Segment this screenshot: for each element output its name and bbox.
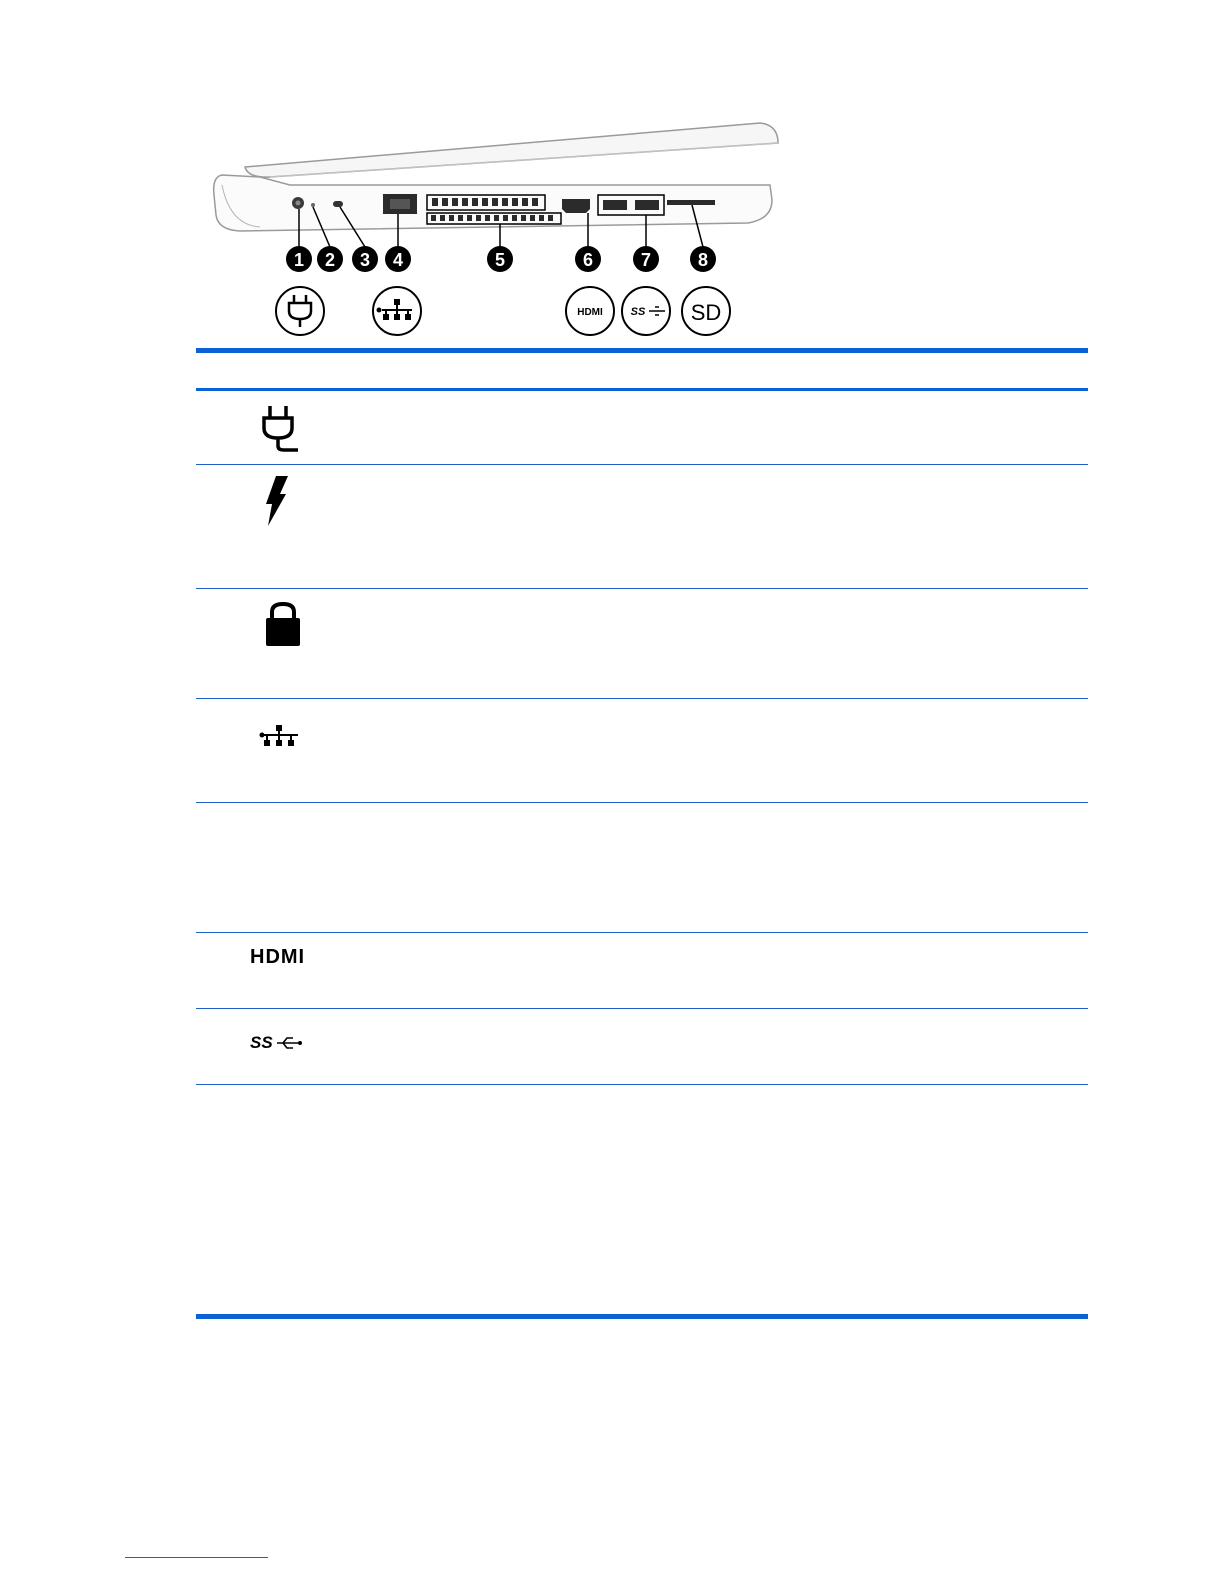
usb3-symbol [622, 287, 670, 335]
vent-slot [530, 215, 535, 221]
usb-ss-text: SS [250, 1033, 273, 1052]
vent-slot [440, 215, 445, 221]
vent-slot [539, 215, 544, 221]
vent-slot [502, 198, 508, 206]
power-symbol [276, 287, 324, 335]
laptop-lid [245, 123, 778, 177]
row-divider [196, 802, 1088, 803]
vent-slot [485, 215, 490, 221]
callout-number: 1 [293, 250, 305, 270]
lightning-bolt-icon [250, 474, 310, 530]
svg-text:HDMI: HDMI [577, 307, 603, 318]
hdmi-icon: HDMI [250, 946, 306, 968]
vent-slot [449, 215, 454, 221]
row-divider [196, 464, 1088, 465]
vent-slot [462, 198, 468, 206]
vent-slot [472, 198, 478, 206]
vent-slot [512, 198, 518, 206]
hdmi-symbol [566, 287, 614, 335]
vent-slot [482, 198, 488, 206]
callout-number: 6 [582, 250, 594, 270]
sd-card-slot [667, 200, 715, 205]
callout-number: 3 [359, 250, 371, 270]
laptop-left-side-illustration [200, 115, 780, 340]
usb-trident-icon [275, 1034, 303, 1052]
vent-slot [521, 215, 526, 221]
vent-slot [432, 198, 438, 206]
ac-adapter-light-port [311, 203, 315, 207]
network-jack-icon [250, 722, 320, 752]
table-bottom-rule [196, 1314, 1088, 1319]
row-divider [196, 588, 1088, 589]
network-symbol [373, 287, 421, 335]
vent-slot [548, 215, 553, 221]
callout-number: 7 [640, 250, 652, 270]
vent-slot [532, 198, 538, 206]
vent-slot [458, 215, 463, 221]
callout-number: 4 [392, 250, 404, 270]
padlock-icon [250, 600, 310, 650]
usb-port-2 [635, 200, 659, 210]
svg-text:SD: SD [690, 300, 722, 325]
vent-slot [452, 198, 458, 206]
table-header-rule [196, 388, 1088, 391]
table-top-rule [196, 348, 1088, 353]
callout-number: 2 [324, 250, 336, 270]
vent-slot [442, 198, 448, 206]
vent-slot [522, 198, 528, 206]
vent-slot [431, 215, 436, 221]
vent-slot [494, 215, 499, 221]
security-cable-slot [333, 201, 343, 207]
row-divider [196, 698, 1088, 699]
footnote-separator [125, 1557, 268, 1558]
hdmi-port-shape [562, 199, 590, 213]
row-divider [196, 1008, 1088, 1009]
power-plug-icon [250, 402, 310, 454]
usb-superspeed-icon [250, 1033, 303, 1053]
vent-slot [476, 215, 481, 221]
callout-number: 5 [494, 250, 506, 270]
vent-slot [492, 198, 498, 206]
vent-slot [467, 215, 472, 221]
usb-port-1 [603, 200, 627, 210]
row-divider [196, 1084, 1088, 1085]
sd-symbol [682, 287, 730, 335]
vent-slot [512, 215, 517, 221]
callout-number: 8 [697, 250, 709, 270]
svg-text:SS: SS [630, 306, 646, 318]
vent-slot [503, 215, 508, 221]
row-divider [196, 932, 1088, 933]
